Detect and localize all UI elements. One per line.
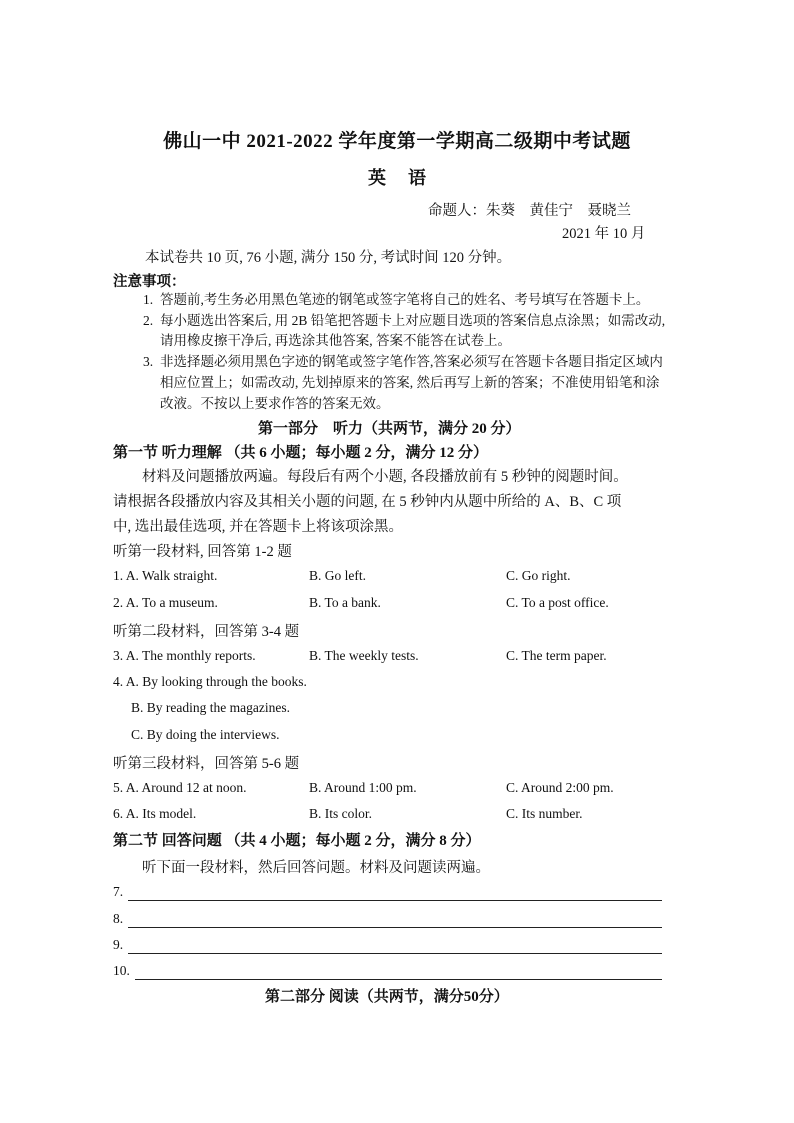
note-item-number: 1. <box>143 292 154 307</box>
q1-option-a: 1. A. Walk straight. <box>113 568 218 583</box>
q4-option-c: C. By doing the interviews. <box>131 727 280 742</box>
part1-heading: 第一部分 听力（共两节，满分 20 分） <box>258 421 521 437</box>
note-item-text: 请用橡皮擦干净后, 再选涂其他答案, 答案不能答在试卷上。 <box>160 333 511 348</box>
section1-heading: 第一节 听力理解 （共 6 小题；每小题 2 分，满分 12 分） <box>113 445 489 461</box>
answer-blank-line <box>135 979 662 980</box>
answer-blank-number: 8. <box>113 911 124 926</box>
q5-option-b: B. Around 1:00 pm. <box>309 780 417 795</box>
group1-label: 听第一段材料, 回答第 1-2 题 <box>113 544 292 560</box>
group2-label: 听第二段材料，回答第 3-4 题 <box>113 624 300 640</box>
q1-option-c: C. Go right. <box>506 568 571 583</box>
section1-instruction-line: 请根据各段播放内容及其相关小题的问题, 在 5 秒钟内从题中所给的 A、B、C 项 <box>113 494 622 510</box>
answer-blank-number: 10. <box>113 963 130 978</box>
q2-option-b: B. To a bank. <box>309 595 381 610</box>
q4-option-a: 4. A. By looking through the books. <box>113 674 307 689</box>
q6-option-a: 6. A. Its model. <box>113 806 197 821</box>
q5-option-c: C. Around 2:00 pm. <box>506 780 614 795</box>
exam-title: 佛山一中 2021-2022 学年度第一学期高二级期中考试题 <box>163 131 631 152</box>
section1-instruction-line: 中, 选出最佳选项, 并在答题卡上将该项涂黑。 <box>113 519 403 535</box>
answer-blank-number: 9. <box>113 937 124 952</box>
q1-option-b: B. Go left. <box>309 568 366 583</box>
q5-option-a: 5. A. Around 12 at noon. <box>113 780 247 795</box>
note-item-2 <box>143 310 666 348</box>
note-item-3 <box>143 351 663 411</box>
answer-blank-line <box>128 927 662 928</box>
answer-blank-line <box>128 900 662 901</box>
q4-option-b: B. By reading the magazines. <box>131 700 290 715</box>
q2-option-c: C. To a post office. <box>506 595 609 610</box>
group3-label: 听第三段材料，回答第 5-6 题 <box>113 756 300 772</box>
note-item-text: 改液。不按以上要求作答的答案无效。 <box>160 396 390 411</box>
section2-instruction: 听下面一段材料，然后回答问题。材料及问题读两遍。 <box>113 860 490 876</box>
answer-blank-number: 7. <box>113 884 124 899</box>
q6-option-b: B. Its color. <box>309 806 372 821</box>
q6-option-c: C. Its number. <box>506 806 583 821</box>
exam-intro: 本试卷共 10 页, 76 小题, 满分 150 分, 考试时间 120 分钟。 <box>145 250 512 266</box>
note-item-text: 答题前,考生务必用黑色笔迹的钢笔或签字笔将自己的姓名、考号填写在答题卡上。 <box>160 292 650 307</box>
section1-instruction-line: 材料及问题播放两遍。每段后有两个小题, 各段播放前有 5 秒钟的阅题时间。 <box>113 469 628 485</box>
subject-heading: 英语 <box>368 168 448 188</box>
section2-heading: 第二节 回答问题 （共 4 小题；每小题 2 分，满分 8 分） <box>113 833 481 849</box>
notes-heading: 注意事项： <box>113 274 186 290</box>
q2-option-a: 2. A. To a museum. <box>113 595 218 610</box>
q3-option-a: 3. A. The monthly reports. <box>113 648 256 663</box>
exam-date: 2021 年 10 月 <box>562 226 646 242</box>
note-item-text: 相应位置上；如需改动, 先划掉原来的答案, 然后再写上新的答案；不准使用铅笔和涂 <box>160 375 660 390</box>
answer-blank-line <box>128 953 662 954</box>
part2-heading: 第二部分 阅读（共两节，满分50分） <box>265 989 509 1005</box>
q3-option-c: C. The term paper. <box>506 648 607 663</box>
note-item-number: 3. <box>143 354 154 369</box>
note-item-number: 2. <box>143 313 154 328</box>
authors-line: 命题人：朱葵 黄佳宁 聂晓兰 <box>428 203 631 219</box>
note-item-1 <box>143 289 650 310</box>
q3-option-b: B. The weekly tests. <box>309 648 419 663</box>
note-item-text: 非选择题必须用黑色字迹的钢笔或签字笔作答,答案必须写在答题卡各题目指定区域内 <box>160 354 663 369</box>
note-item-text: 每小题选出答案后, 用 2B 铅笔把答题卡上对应题目选项的答案信息点涂黑；如需改动, <box>160 313 666 328</box>
